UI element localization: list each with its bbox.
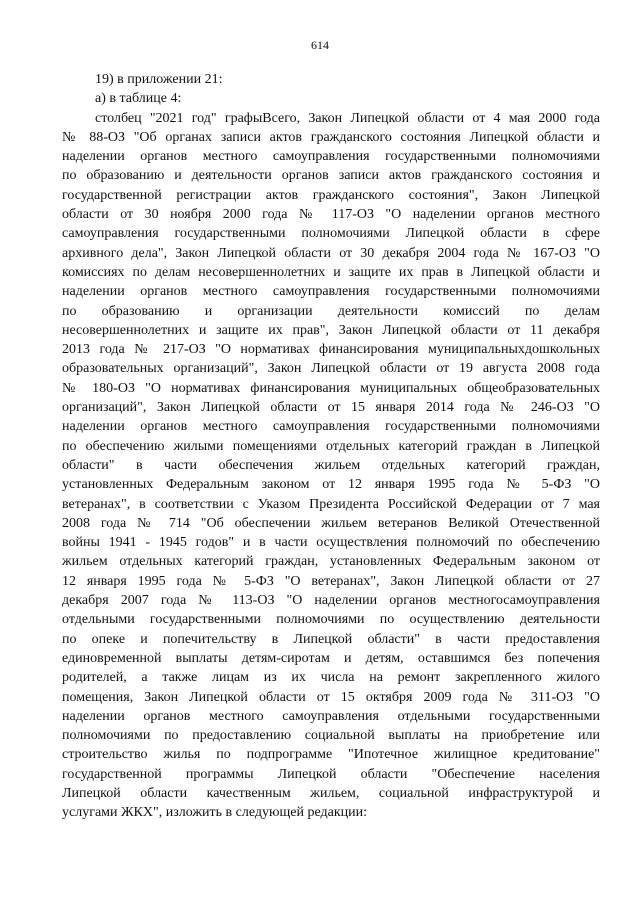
paragraph-line: по обеспечению жилыми помещениями отдельных категорий граждан в Липецкой	[62, 438, 600, 454]
paragraph-line: войны 1941 - 1945 годов" и в части осуществления полномочий по обеспечению	[62, 535, 600, 551]
item-19-heading: 19) в приложении 21:	[95, 72, 223, 87]
page-number: 614	[311, 38, 329, 52]
paragraph-line: № 180-ОЗ "О нормативах финансирования муниципальных общеобразовательных	[62, 380, 600, 396]
paragraph-line: наделении органов местного самоуправления государственными полномочиями	[62, 149, 600, 165]
paragraph-line: № 88-ОЗ "Об органах записи актов гражданского состояния Липецкой области и	[62, 129, 600, 145]
paragraph-line: строительство жилья по подпрограмме "Ипотечное жилищное кредитование"	[62, 747, 600, 763]
paragraph-line: единовременной выплаты детям-сиротам и детям, оставшимся без попечения	[62, 650, 600, 666]
paragraph-line: архивного дела", Закон Липецкой области от 30 декабря 2004 года № 167-ОЗ "О	[62, 245, 600, 261]
paragraph-line: наделении органов местного самоуправления государственными полномочиями	[62, 419, 600, 435]
paragraph-line: 12 января 1995 года № 5-ФЗ "О ветеранах", Закон Липецкой области от 27	[62, 573, 600, 589]
paragraph-line: области" в части обеспечения жильем отдельных категорий граждан,	[62, 457, 600, 473]
paragraph-line: области от 30 ноября 2000 года № 117-ОЗ "О наделении органов местного	[62, 207, 600, 223]
paragraph-line: государственной регистрации актов гражданского состояния", Закон Липецкой	[62, 187, 600, 203]
paragraph-line: наделении органов местного самоуправления государственными полномочиями	[62, 284, 600, 300]
paragraph-line: услугами ЖКХ", изложить в следующей редакции:	[62, 805, 367, 821]
paragraph-line: несовершеннолетних и защите их прав", Закон Липецкой области от 11 декабря	[62, 322, 600, 338]
paragraph-line: установленных Федеральным законом от 12 января 1995 года № 5-ФЗ "О	[62, 477, 600, 493]
paragraph-line: Липецкой области качественным жильем, социальной инфраструктурой и	[62, 785, 600, 801]
paragraph-line: наделении органов местного самоуправления отдельными государственными	[62, 708, 600, 724]
paragraph-line: самоуправления государственными полномочиями Липецкой области в сфере	[62, 226, 600, 242]
paragraph-line: по образованию и организации деятельности комиссий по делам	[62, 303, 600, 319]
paragraph-line: образовательных организаций", Закон Липецкой области от 19 августа 2008 года	[62, 361, 600, 377]
document-body	[62, 70, 600, 823]
paragraph-line: родителей, а также лицам из их числа на ремонт закрепленного жилого	[62, 670, 600, 686]
paragraph-line: жильем отдельных категорий граждан, установленных Федеральным законом от	[62, 554, 600, 570]
paragraph-line: организаций", Закон Липецкой области от 15 января 2014 года № 246-ОЗ "О	[62, 400, 600, 416]
paragraph-line: полномочиями по предоставлению социальной выплаты на приобретение или	[62, 728, 600, 744]
paragraph-line: отдельными государственными полномочиями по осуществлению деятельности	[62, 612, 600, 628]
subitem-a-heading: а) в таблице 4:	[95, 91, 182, 107]
paragraph-line: 2013 года № 217-ОЗ "О нормативах финансирования муниципальныхдошкольных	[62, 342, 600, 358]
paragraph-line: столбец "2021 год" графыВсего, Закон Липецкой области от 4 мая 2000 года	[95, 110, 600, 126]
main-paragraph	[62, 109, 600, 823]
paragraph-line: по образованию и деятельности органов записи актов гражданского состояния и	[62, 168, 600, 184]
paragraph-line: декабря 2007 года № 113-ОЗ "О наделении органов местногосамоуправления	[62, 593, 600, 609]
paragraph-line: комиссиях по делам несовершеннолетних и защите их прав в Липецкой области и	[62, 264, 600, 280]
paragraph-line: по опеке и попечительству в Липецкой области" в части предоставления	[62, 631, 600, 647]
paragraph-line: 2008 года № 714 "Об обеспечении жильем ветеранов Великой Отечественной	[62, 515, 600, 531]
paragraph-line: государственной программы Липецкой области "Обеспечение населения	[62, 766, 600, 782]
paragraph-line: помещения, Закон Липецкой области от 15 октября 2009 года № 311-ОЗ "О	[62, 689, 600, 705]
paragraph-line: ветеранах", в соответствии с Указом Президента Российской Федерации от 7 мая	[62, 496, 600, 512]
